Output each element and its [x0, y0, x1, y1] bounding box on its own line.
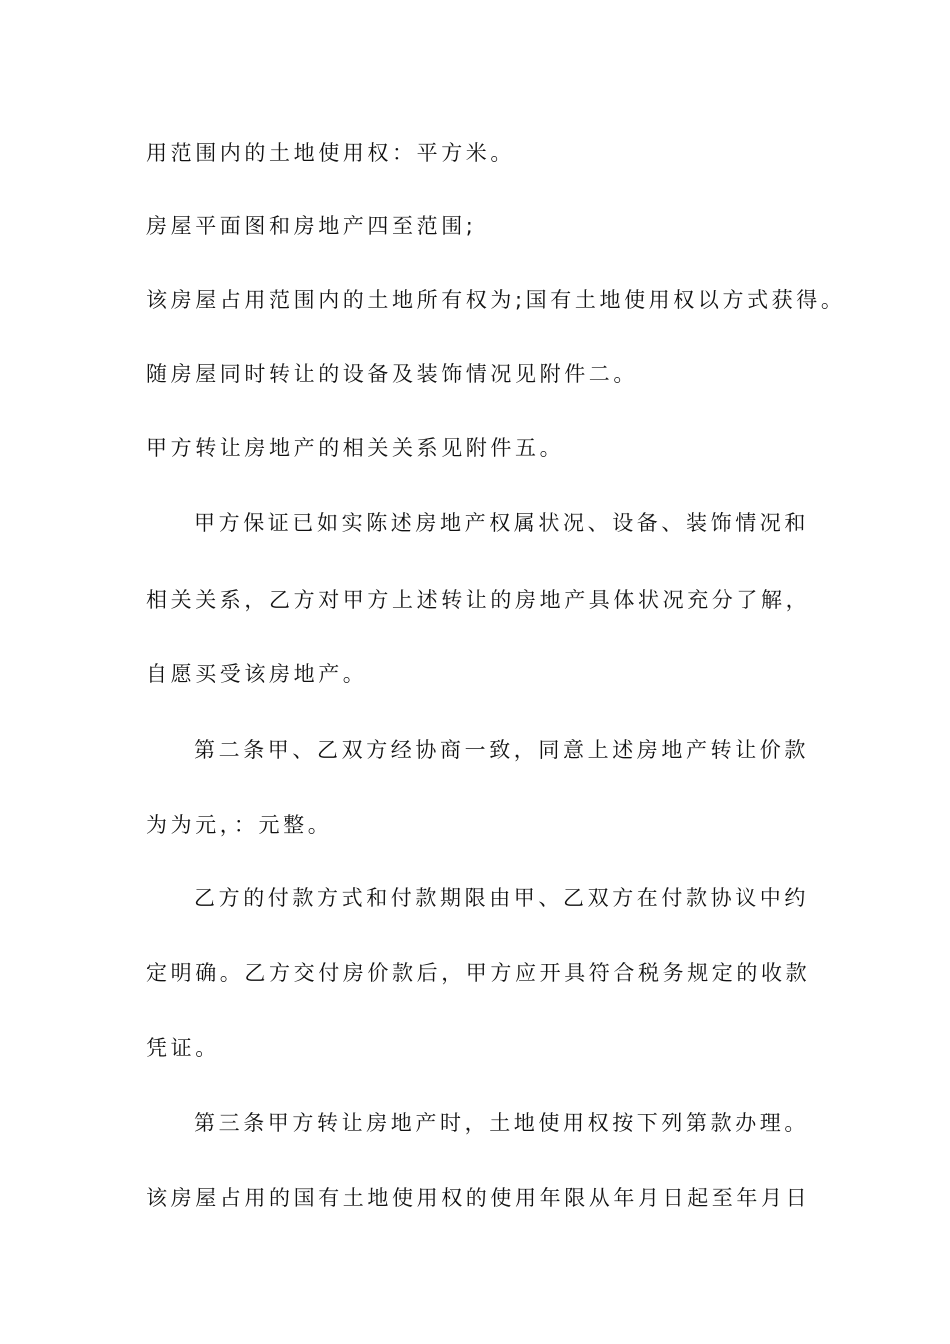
text-line: 自愿买受该房地产。	[146, 662, 368, 686]
text-line: 甲方转让房地产的相关关系见附件五。	[146, 436, 565, 460]
text-line: 相关关系，乙方对甲方上述转让的房地产具体状况充分了解，	[146, 588, 811, 612]
paragraph-first-line: 乙方的付款方式和付款期限由甲、乙双方在付款协议中约	[194, 886, 809, 910]
text-line: 该房屋占用范围内的土地所有权为;国有土地使用权以方式获得。	[146, 288, 846, 312]
text-line: 为为元，：元整。	[146, 813, 333, 837]
article-two-first-line: 第二条甲、乙双方经协商一致，同意上述房地产转让价款	[194, 738, 809, 762]
text-line: 用范围内的土地使用权：平方米。	[146, 141, 515, 165]
text-line: 定明确。乙方交付房价款后，甲方应开具符合税务规定的收款	[146, 961, 811, 985]
article-three-first-line: 第三条甲方转让房地产时，土地使用权按下列第款办理。	[194, 1111, 809, 1135]
text-line: 房屋平面图和房地产四至范围;	[146, 214, 477, 238]
text-line: 凭证。	[146, 1036, 220, 1060]
paragraph-first-line: 甲方保证已如实陈述房地产权属状况、设备、装饰情况和	[194, 511, 809, 535]
text-line: 随房屋同时转让的设备及装饰情况见附件二。	[146, 362, 638, 386]
text-line: 该房屋占用的国有土地使用权的使用年限从年月日起至年月日	[146, 1186, 811, 1210]
